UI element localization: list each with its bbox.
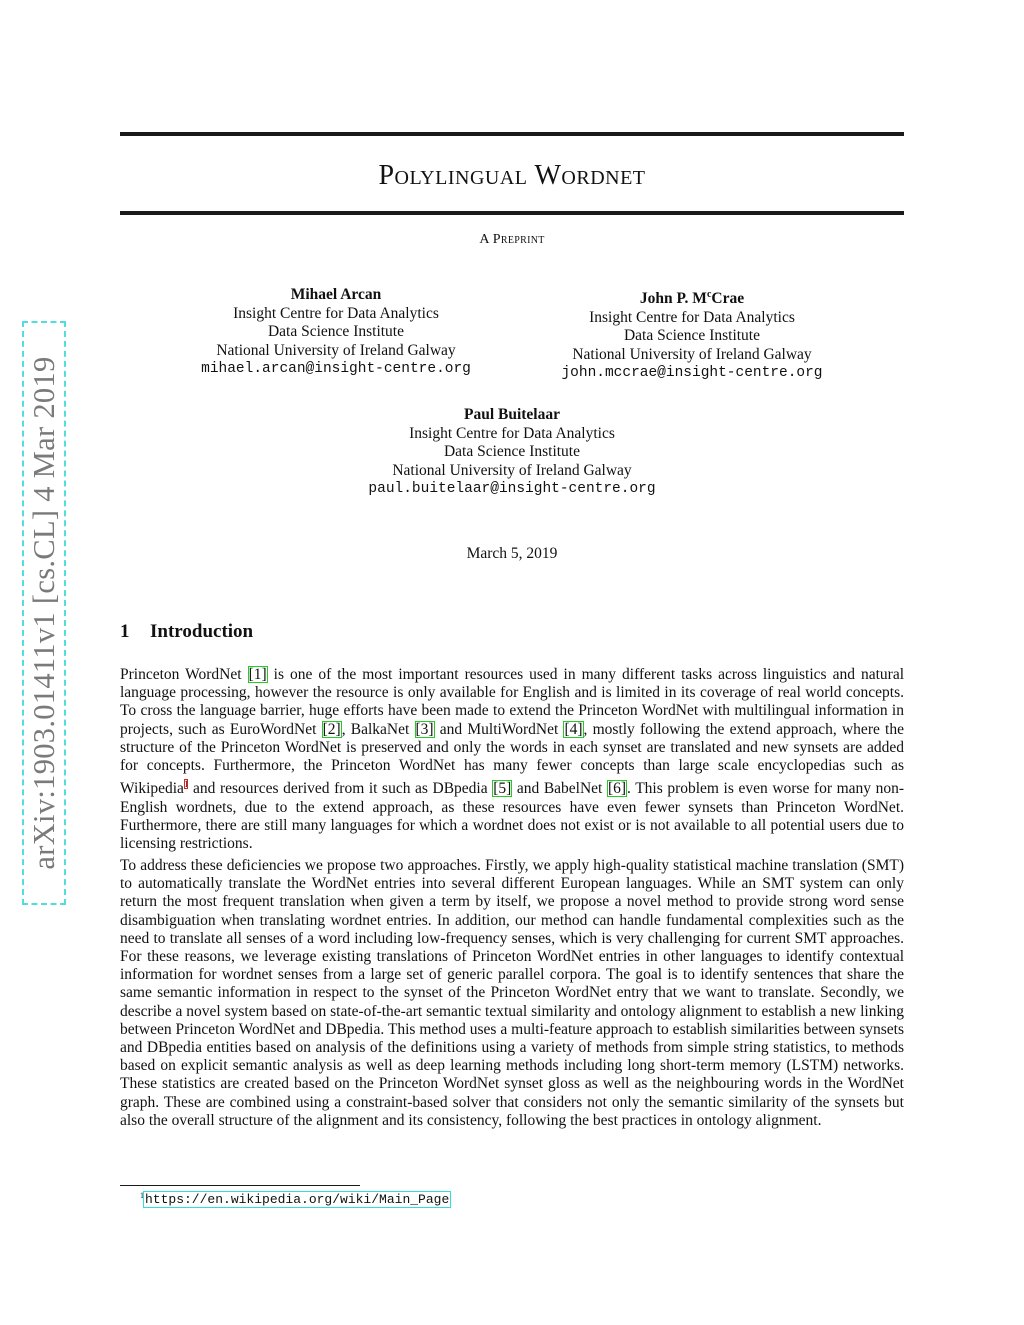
footnote-url-link[interactable]: https://en.wikipedia.org/wiki/Main_Page bbox=[145, 1192, 450, 1208]
author-affiliation: National University of Ireland Galway bbox=[216, 341, 456, 359]
paper-subtitle: A Preprint bbox=[479, 232, 545, 247]
paragraph: To address these deficiencies we propose two approaches. Firstly, we apply high-quality statistical machine translation (SMT) to automatically translate the WordNet entries into several different European languages. While an SMT system can only return the most frequent translation when given a term by itself, we propose a novel method to provide strong word sense disambiguation when translating wordnet entries. In addition, our method can handle fundamental complexities such as the need to translate all senses of a word including low-frequency senses, which is very challenging for current SMT approaches. For these reasons, we leverage existing translations of Princeton WordNet entries in other languages to identify contextual information for wordnet senses from a large set of generic parallel corpora. The goal is to identify sentences that share the same semantic information in respect to the synset of the Princeton WordNet entry that we want to translate. Secondly, we describe a novel system based on state-of-the-art semantic textual similarity and ontology alignment to establish a new linking between Princeton WordNet and DBpedia. This method uses a multi-feature approach to establish similarities between synsets and DBpedia entities based on analysis of the definitions using a variety of methods from simple string statistics, to methods based on explicit semantic analysis as well as deep learning methods including long short-term memory (LSTM) networks. These statistics are created based on the Princeton WordNet synset gloss as well as the neighbouring words in the WordNet graph. These are combined using a constraint-based solver that considers not only the semantic similarity of the synsets but also the overall structure of the alignment and its consistency, following the best practices in ontology alignment. bbox=[120, 857, 904, 1129]
author-name: Paul Buitelaar bbox=[463, 406, 560, 423]
text-run: and BabelNet bbox=[512, 780, 607, 798]
citation-link[interactable]: [6] bbox=[607, 780, 627, 798]
author-name-super: c bbox=[706, 289, 712, 300]
citation-link[interactable]: [4] bbox=[564, 720, 583, 738]
author-affiliation: Insight Centre for Data Analytics bbox=[409, 424, 615, 442]
author-affiliation: Data Science Institute bbox=[443, 443, 580, 460]
paper-title: Polylingual Wordnet bbox=[378, 160, 646, 191]
section-title: Introduction bbox=[150, 621, 254, 642]
author-email[interactable]: john.mccrae@insight-centre.org bbox=[561, 365, 823, 382]
paper-date: March 5, 2019 bbox=[466, 545, 558, 562]
author-affiliation: Data Science Institute bbox=[623, 327, 760, 345]
author-affiliation: National University of Ireland Galway bbox=[572, 345, 812, 363]
author-email[interactable]: paul.buitelaar@insight-centre.org bbox=[368, 481, 656, 497]
text-run: , mostly following the extend approach, where the structure of the Princeton WordNet is preserved and only the words in each synset are translated and new synsets are added for concepts. Furthermore, the Princeton WordNet has many fewer concepts than large scale encyclopedias such as Wikipedia bbox=[120, 720, 904, 798]
citation-link[interactable]: [3] bbox=[415, 720, 434, 738]
arxiv-stamp[interactable] bbox=[4, 321, 64, 905]
author-affiliation: National University of Ireland Galway bbox=[392, 461, 632, 479]
citation-link[interactable]: [2] bbox=[322, 720, 341, 738]
text-run: Princeton WordNet bbox=[120, 666, 248, 683]
author-block bbox=[352, 406, 672, 499]
arxiv-stamp-text[interactable]: arXiv:1903.01411v1 [cs.CL] 4 Mar 2019 bbox=[27, 356, 61, 870]
author-name: Mihael Arcan bbox=[290, 286, 382, 303]
author-block bbox=[532, 286, 852, 383]
footnote-number: 1 bbox=[140, 1191, 144, 1200]
author-name-suffix: Crae bbox=[711, 290, 745, 308]
text-run: and MultiWordNet bbox=[434, 720, 564, 738]
author-name bbox=[532, 286, 852, 309]
text-run: and resources derived from it such as DBpedia bbox=[188, 780, 493, 798]
author-affiliation: Insight Centre for Data Analytics bbox=[233, 304, 439, 322]
author-block bbox=[176, 286, 496, 379]
text-run: , BalkaNet bbox=[341, 720, 415, 738]
title-rule-bottom bbox=[120, 211, 904, 215]
section-number: 1 bbox=[120, 621, 130, 642]
title-rule-top bbox=[120, 132, 904, 136]
footnote bbox=[140, 1191, 450, 1207]
author-affiliation: Data Science Institute bbox=[267, 323, 404, 340]
author-name-prefix: John P. M bbox=[639, 290, 707, 308]
paragraph bbox=[120, 666, 904, 853]
author-email[interactable]: mihael.arcan@insight-centre.org bbox=[201, 361, 471, 377]
citation-link[interactable]: [1] bbox=[248, 666, 267, 683]
text-run: . This problem is even worse for many non-English wordnets, due to the extend approach, as these resources have even fewer synsets than Princeton WordNet. Furthermore, there are still many languages for which a wordnet does not exist or is not available to all potential users due to licensing restrictions. bbox=[120, 780, 904, 852]
section-heading bbox=[120, 621, 253, 643]
text-run: is one of the most important resources used in many different tasks across linguistics and natural language processing, however the resource is only available for English and is limited in its coverage of real world concepts. To cross the language barrier, huge efforts have been made to extend the Princeton WordNet with multilingual information in projects, such as EuroWordNet bbox=[120, 666, 904, 738]
footnote-rule bbox=[120, 1185, 360, 1186]
author-affiliation: Insight Centre for Data Analytics bbox=[589, 308, 795, 326]
citation-link[interactable]: [5] bbox=[493, 780, 512, 798]
footnote-marker-link[interactable]: 1 bbox=[183, 779, 189, 790]
